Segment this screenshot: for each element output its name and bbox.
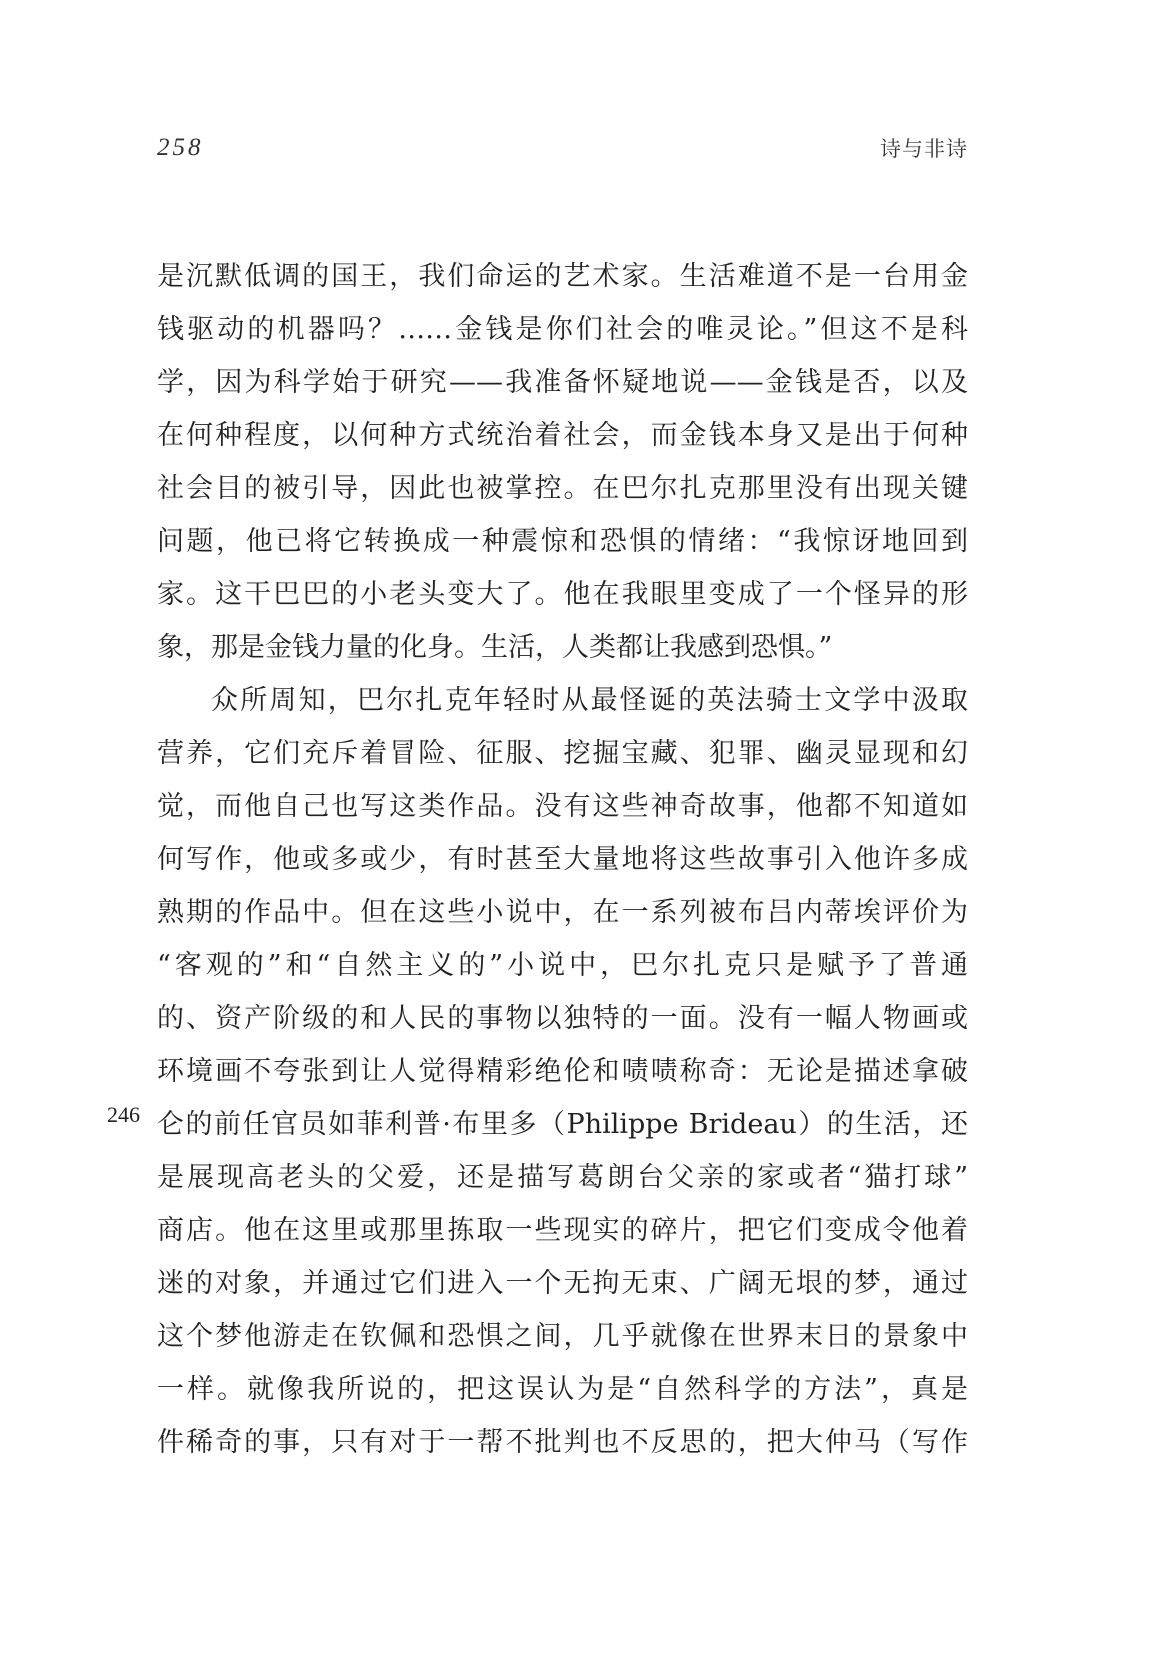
page-number: 258 bbox=[157, 134, 204, 161]
text-line: 是展现高老头的父爱，还是描写葛朗台父亲的家或者“猫打球” bbox=[157, 1162, 968, 1193]
text-line: 环境画不夸张到让人觉得精彩绝伦和啧啧称奇：无论是描述拿破 bbox=[157, 1056, 968, 1087]
running-head: 诗与非诗 bbox=[880, 137, 968, 161]
text-line: 是沉默低调的国王，我们命运的艺术家。生活难道不是一台用金 bbox=[157, 261, 968, 292]
text-line: 在何种程度，以何种方式统治着社会，而金钱本身又是出于何种 bbox=[157, 420, 968, 451]
text-line: 商店。他在这里或那里拣取一些现实的碎片，把它们变成令他着 bbox=[157, 1215, 968, 1246]
text-line: 学，因为科学始于研究——我准备怀疑地说——金钱是否，以及 bbox=[157, 367, 968, 398]
text-line: 的、资产阶级的和人民的事物以独特的一面。没有一幅人物画或 bbox=[157, 1003, 968, 1034]
text-line: 仑的前任官员如菲利普·布里多（Philippe Brideau）的生活，还 bbox=[157, 1109, 968, 1140]
paragraph-start-line: 众所周知，巴尔扎克年轻时从最怪诞的英法骑士文学中汲取 bbox=[211, 685, 968, 716]
text-line: 家。这干巴巴的小老头变大了。他在我眼里变成了一个怪异的形 bbox=[157, 579, 968, 610]
text-line: 象，那是金钱力量的化身。生活，人类都让我感到恐惧。” bbox=[157, 632, 833, 663]
text-line: 问题，他已将它转换成一种震惊和恐惧的情绪：“我惊讶地回到 bbox=[157, 526, 968, 557]
text-line: 一样。就像我所说的，把这误认为是“自然科学的方法”，真是 bbox=[157, 1374, 968, 1405]
margin-page-reference: 246 bbox=[107, 1102, 140, 1127]
text-line: 件稀奇的事，只有对于一帮不批判也不反思的，把大仲马（写作 bbox=[157, 1427, 968, 1458]
text-line: 社会目的被引导，因此也被掌控。在巴尔扎克那里没有出现关键 bbox=[157, 473, 968, 504]
text-line: 这个梦他游走在钦佩和恐惧之间，几乎就像在世界末日的景象中 bbox=[157, 1321, 968, 1352]
text-line: 钱驱动的机器吗？……金钱是你们社会的唯灵论。”但这不是科 bbox=[157, 314, 968, 345]
text-line: 熟期的作品中。但在这些小说中，在一系列被布吕内蒂埃评价为 bbox=[157, 897, 968, 928]
text-line: “客观的”和“自然主义的”小说中，巴尔扎克只是赋予了普通 bbox=[157, 950, 968, 981]
text-line: 觉，而他自己也写这类作品。没有这些神奇故事，他都不知道如 bbox=[157, 791, 968, 822]
text-line: 迷的对象，并通过它们进入一个无拘无束、广阔无垠的梦，通过 bbox=[157, 1268, 968, 1299]
text-line: 何写作，他或多或少，有时甚至大量地将这些故事引入他许多成 bbox=[157, 844, 968, 875]
text-line: 营养，它们充斥着冒险、征服、挖掘宝藏、犯罪、幽灵显现和幻 bbox=[157, 738, 968, 769]
body-text bbox=[157, 250, 968, 1469]
